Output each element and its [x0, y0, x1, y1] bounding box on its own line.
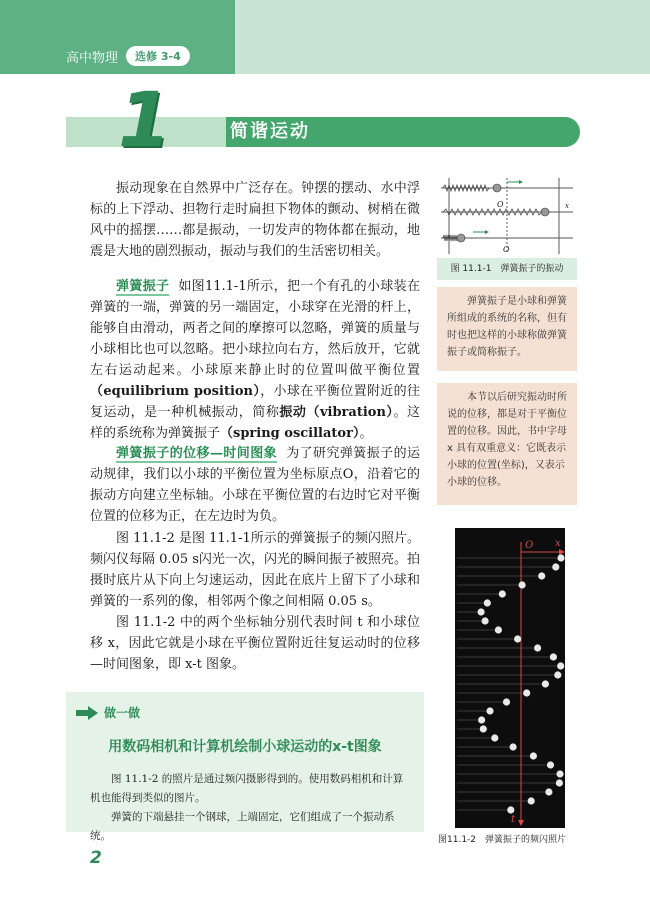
axes-text: 图 11.1-2 中的两个坐标轴分别代表时间 t 和小球位移 x，因此它就是小球在平衡位置附近往复运动时的位移—时间图象，即 x-t 图象。: [90, 615, 420, 672]
spring-text-a: 如图11.1-1所示，把一个有孔的小球装在弹簧的一端，弹簧的另一端固定，小球穿在光滑的杆上，能够自由滑动，两者之间的摩擦可以忽略，弹簧的质量与小球相比也可以忽略。把小球拉向右方，然后放开，它就左右运动起来。小球原来静止时的位置叫做平衡位置: [90, 279, 420, 378]
spring-text-d: 。: [359, 426, 373, 441]
keyword-spring-oscillator: 弹簧振子: [116, 279, 170, 294]
activity-line-1: 图 11.1-2 的照片是通过频闪摄影得到的。使用数码相机和计算机也能得到类似的图片。: [90, 773, 404, 804]
photo-paragraph: [90, 528, 420, 612]
ball-image: [552, 563, 559, 570]
equilibrium-term: （equilibrium position）: [90, 384, 261, 399]
stroboscopic-plot: [455, 528, 565, 828]
ball-image: [550, 653, 557, 660]
ball-image: [538, 572, 545, 579]
photo-text: 图 11.1-2 是图 11.1-1所示的弹簧振子的频闪照片。频闪仪每隔 0.05 s闪光一次，闪光的瞬间振子被照亮。拍摄时底片从下向上匀速运动，因此在底片上留下了小球和弹簧的一系列的像，相邻两个像之间相隔 0.05 s。: [90, 531, 420, 609]
ball-image: [523, 689, 530, 696]
ball-image: [495, 626, 502, 633]
figure-spring-oscillator: [437, 176, 577, 258]
ball-image: [519, 581, 526, 588]
ball-image: [478, 608, 485, 615]
side-note-oscillator-text: 弹簧振子是小球和弹簧所组成的系统的名称，但有时也把这样的小球称做弹簧振子或简称振子。: [447, 296, 567, 358]
ball-image: [530, 752, 537, 759]
ball-image: [557, 554, 564, 561]
intro-paragraph: [90, 178, 420, 262]
photo-caption: 图11.1-2 弹簧振子的频闪照片: [438, 835, 567, 845]
header-pale-panel: [235, 0, 650, 74]
ball-image: [547, 761, 554, 768]
ball-image: [486, 707, 493, 714]
photo-x-axis-label: x: [555, 538, 561, 549]
spring-text-c: 。这样的系统称为弹簧振子: [90, 405, 420, 441]
chapter-title: 简谐运动: [230, 121, 310, 142]
axes-paragraph: [90, 612, 420, 675]
photo-t-axis-label: t: [511, 814, 516, 825]
svg-text:O: O: [503, 245, 510, 254]
spring-oscillator-term: （spring oscillator）: [220, 426, 360, 441]
ball-image: [507, 806, 514, 813]
photo-origin-label: O: [525, 540, 534, 551]
figure-1-caption: 图 11.1-1 弹簧振子的振动: [437, 258, 577, 280]
side-note-displacement-text: 本节以后研究振动时所说的位移，都是对于平衡位置的位移。因此，书中字母 x 具有双重意义：它既表示小球的位置(坐标)，又表示小球的位移。: [447, 392, 567, 488]
ball-image: [478, 716, 485, 723]
fig1-origin-label: O: [497, 200, 504, 209]
spring-oscillator-paragraph: [90, 276, 420, 444]
displacement-text: 为了研究弹簧振子的运动规律，我们以小球的平衡位置为坐标原点O，沿着它的振动方向建立坐标轴。小球在平衡位置的右边时它对平衡位置的位移为正，在左边时为负。: [90, 446, 420, 524]
intro-text: 振动现象在自然界中广泛存在。钟摆的摆动、水中浮标的上下浮动、担物行走时扁担下物体的颤动、树梢在微风中的摇摆……都是振动，一切发声的物体都在振动，地震是大地的剧烈振动，振动与我们的生活密切相关。: [90, 181, 420, 259]
spring-oscillator-diagram: [437, 176, 577, 258]
side-note-oscillator: [437, 287, 577, 371]
ball-image: [514, 635, 521, 642]
ball-image: [545, 788, 552, 795]
ball-image: [491, 734, 498, 741]
ball-image: [556, 770, 563, 777]
fig1-axis-label: x: [565, 202, 569, 210]
activity-line-2: 弹簧的下端悬挂一个钢球，上端固定，它们组成了一个振动系统。: [90, 811, 395, 842]
ball-image: [503, 698, 510, 705]
ball-image: [499, 590, 506, 597]
ball-image: [542, 680, 549, 687]
chapter-number: 1: [118, 75, 171, 164]
spring-text-b: ，小球在平衡位置附近的往复运动，是一种机械振动，简称: [90, 384, 420, 420]
arrow-right-icon: [76, 706, 98, 720]
ball-image: [556, 779, 563, 786]
ball-image: [484, 599, 491, 606]
page-number: 2: [90, 848, 102, 868]
activity-body: [90, 770, 412, 846]
keyword-displacement-time: 弹簧振子的位移—时间图象: [116, 446, 278, 461]
volume-badge: 选修 3-4: [126, 46, 190, 66]
ball-image: [482, 617, 489, 624]
activity-heading: [76, 704, 140, 721]
ball-image: [480, 725, 487, 732]
ball-image: [510, 743, 517, 750]
subject-label: 高中物理: [66, 50, 119, 66]
vibration-term: 振动（vibration）: [279, 405, 394, 420]
displacement-paragraph: [90, 443, 420, 527]
stroboscopic-photo: [455, 528, 565, 828]
activity-label: 做一做: [104, 706, 141, 720]
ball-image: [557, 662, 564, 669]
ball-image: [534, 644, 541, 651]
activity-title: 用数码相机和计算机绘制小球运动的x-t图象: [108, 739, 382, 755]
ball-image: [528, 797, 535, 804]
breadcrumb: [66, 46, 190, 66]
side-note-displacement: [437, 383, 577, 505]
ball-image: [554, 671, 561, 678]
